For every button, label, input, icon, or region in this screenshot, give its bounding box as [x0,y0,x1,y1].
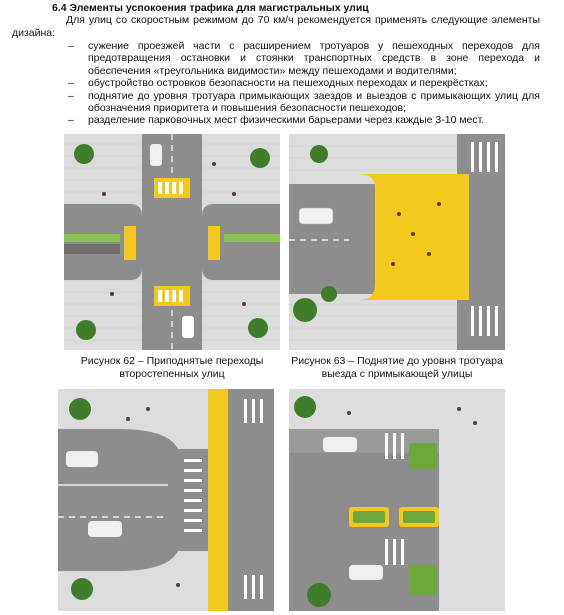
list-item: – сужение проезжей части с расширением тротуаров у пешеходных переходов для предотвращения остановки и стоянки транспортных средств в зоне перехода и обеспечения «треугольника видимости» между пешеходами и водителями; [68,40,540,77]
bullet-dash: – [68,40,74,52]
islands-illustration [289,389,505,611]
intersection-illustration [64,134,280,350]
intro-paragraph: Для улиц со скоростным режимом до 70 км/ч рекомендуется применять следующие элементы дизайна: [12,14,540,39]
figure-62-caption: Рисунок 62 – Приподнятые переходы второстепенных улиц [80,355,264,380]
list-item: – поднятие до уровня тротуара примыкающих заездов и выездов с примыкающих улиц для обозначения приоритета и повышения безопасности пешеходов; [68,89,540,115]
figure-62-raised-crossings [64,134,280,350]
figure-63-raised-exit [289,134,505,350]
design-elements-list [0,40,540,127]
raised-exit-illustration [289,134,505,350]
figure-63-caption: Рисунок 63 – Поднятие до уровня тротуара выезда с примыкающей улицы [291,355,503,380]
list-item: – обустройство островков безопасности на пешеходных переходах и перекрёстках; [68,77,488,90]
bullet-dash: – [68,77,74,90]
bullet-dash: – [68,114,74,127]
section-heading: 6.4 Элементы успокоения трафика для магистральных улиц [52,2,369,14]
figure-narrowed-carriageway [58,389,274,611]
narrowing-illustration [58,389,274,611]
list-item: – разделение парковочных мест физическими барьерами через каждые 3-10 мест. [68,114,485,127]
bullet-dash: – [68,89,74,102]
figure-safety-islands [289,389,505,611]
